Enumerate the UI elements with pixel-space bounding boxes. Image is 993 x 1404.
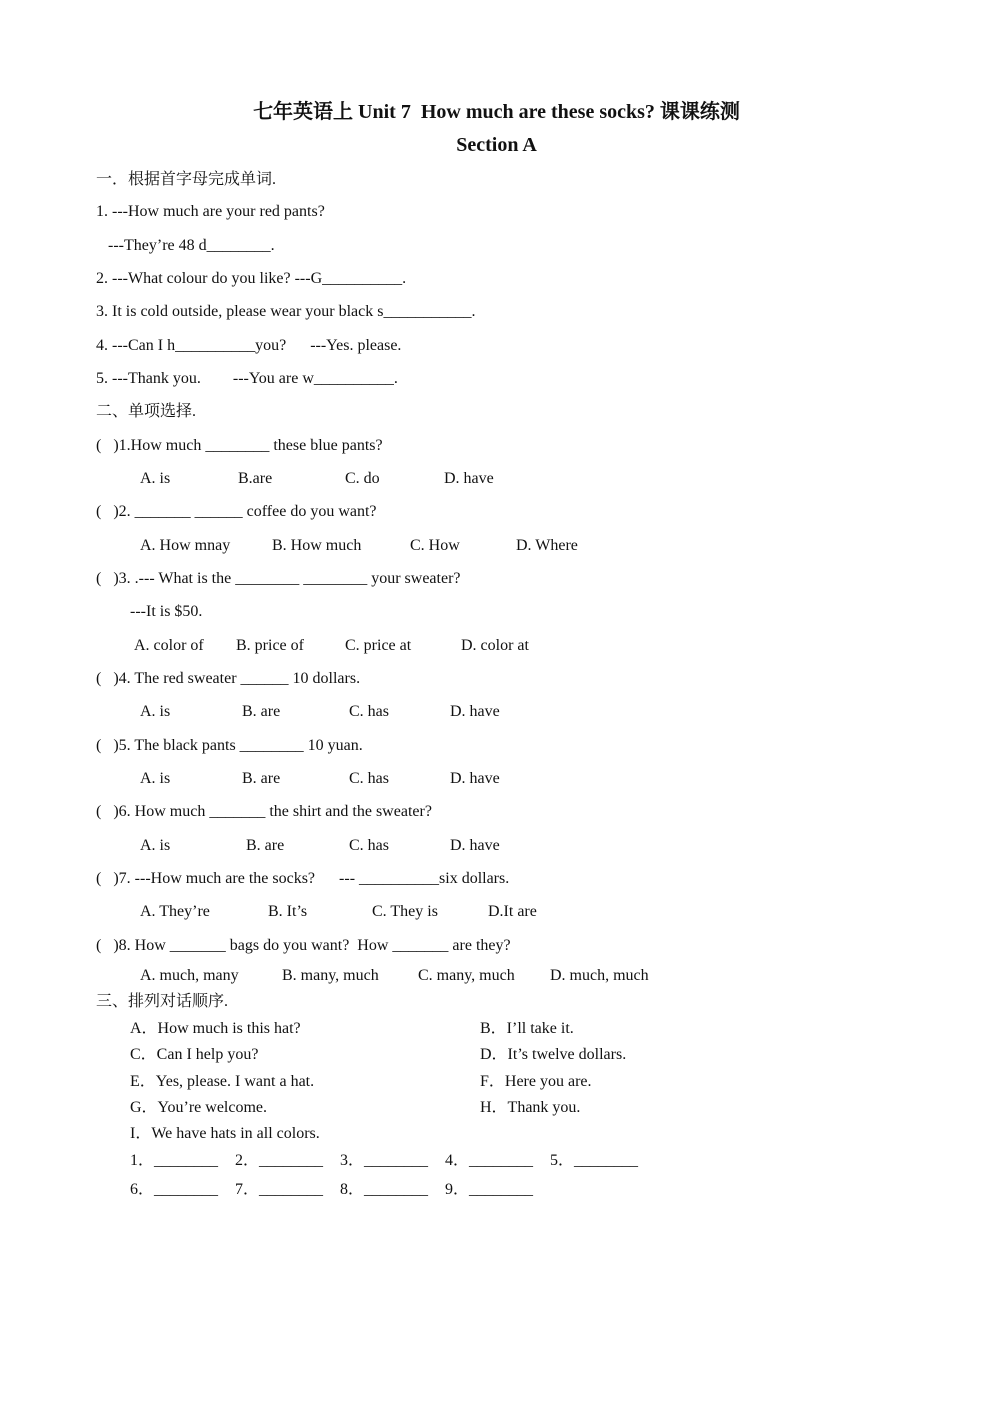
option: C. How [410, 537, 460, 554]
answer-blank[interactable]: 6．________ [130, 1181, 219, 1198]
option: B. are [242, 703, 281, 720]
option: D. have [450, 703, 500, 720]
question-stem: ( )5. The black pants ________ 10 yuan. [96, 737, 363, 754]
answer-blank[interactable]: 8．________ [340, 1181, 429, 1198]
answer-blank[interactable]: 2．________ [235, 1152, 324, 1169]
dialog-item: E．Yes, please. I want a hat. [130, 1073, 315, 1090]
option: C. do [345, 470, 380, 487]
option: C. has [349, 703, 389, 720]
dialog-item: C．Can I help you? [130, 1046, 259, 1063]
dialog-item: F．Here you are. [480, 1073, 592, 1090]
option: C. many, much [418, 967, 515, 984]
dialog-item: D．It’s twelve dollars. [480, 1046, 627, 1063]
option: D. have [444, 470, 494, 487]
dialog-item: B．I’ll take it. [480, 1020, 574, 1037]
dialog-item: I．We have hats in all colors. [130, 1125, 320, 1142]
answer-blank[interactable]: 5．________ [550, 1152, 639, 1169]
option: B. are [242, 770, 281, 787]
question-stem: ( )6. How much _______ the shirt and the sweater? [96, 803, 432, 820]
part1-heading: 一．根据首字母完成单词. [96, 171, 277, 188]
dialog-item: G．You’re welcome. [130, 1099, 268, 1116]
option: A. How mnay [140, 537, 231, 554]
question-stem: ( )3. .--- What is the ________ ________ your sweater? [96, 570, 461, 587]
page-subtitle: Section A [456, 134, 537, 156]
option: D. color at [461, 637, 529, 654]
option: B. How much [272, 537, 362, 554]
option: B. are [246, 837, 285, 854]
answer-blank[interactable]: 9．________ [445, 1181, 534, 1198]
part1-line: 2. ---What colour do you like? ---G__________. [96, 270, 407, 287]
option: A. color of [134, 637, 204, 654]
dialog-item: A．How much is this hat? [130, 1020, 301, 1037]
option: D. have [450, 770, 500, 787]
question-stem: ( )7. ---How much are the socks? --- __________six dollars. [96, 870, 510, 887]
option: C. price at [345, 637, 412, 654]
option: B. price of [236, 637, 304, 654]
part1-line: 5. ---Thank you. ---You are w__________. [96, 370, 398, 387]
option: D. much, much [550, 967, 649, 984]
part1-line: 1. ---How much are your red pants? [96, 203, 325, 220]
dialog-item: H．Thank you. [480, 1099, 581, 1116]
option: D. Where [516, 537, 578, 554]
option: A. is [140, 470, 171, 487]
part1-line: 3. It is cold outside, please wear your black s___________. [96, 303, 476, 320]
answer-blank[interactable]: 3．________ [340, 1152, 429, 1169]
part2-heading: 二、单项选择. [96, 403, 197, 420]
question-stem: ( )2. _______ ______ coffee do you want? [96, 503, 377, 520]
question-stem: ( )4. The red sweater ______ 10 dollars. [96, 670, 361, 687]
option: D. have [450, 837, 500, 854]
option: D.It are [488, 903, 537, 920]
part1-line: 4. ---Can I h__________you? ---Yes. please. [96, 337, 402, 354]
question-stem: ( )1.How much ________ these blue pants? [96, 437, 383, 454]
option: B.are [238, 470, 273, 487]
page-title: 七年英语上 Unit 7 How much are these socks? 课课练测 [253, 101, 740, 123]
option: C. They is [372, 903, 438, 920]
part1-line: ---They’re 48 d________. [108, 237, 275, 254]
part3-heading: 三、排列对话顺序. [96, 993, 229, 1010]
option: A. is [140, 703, 171, 720]
answer-blank[interactable]: 1．________ [130, 1152, 219, 1169]
question-stem: ( )8. How _______ bags do you want? How _______ are they? [96, 937, 511, 954]
option: A. much, many [140, 967, 239, 984]
answer-blank[interactable]: 4．________ [445, 1152, 534, 1169]
option: A. is [140, 837, 171, 854]
option: A. They’re [140, 903, 210, 920]
question-extra: ---It is $50. [130, 603, 203, 620]
answer-blank[interactable]: 7．________ [235, 1181, 324, 1198]
option: A. is [140, 770, 171, 787]
option: C. has [349, 837, 389, 854]
option: B. It’s [268, 903, 308, 920]
option: B. many, much [282, 967, 379, 984]
option: C. has [349, 770, 389, 787]
